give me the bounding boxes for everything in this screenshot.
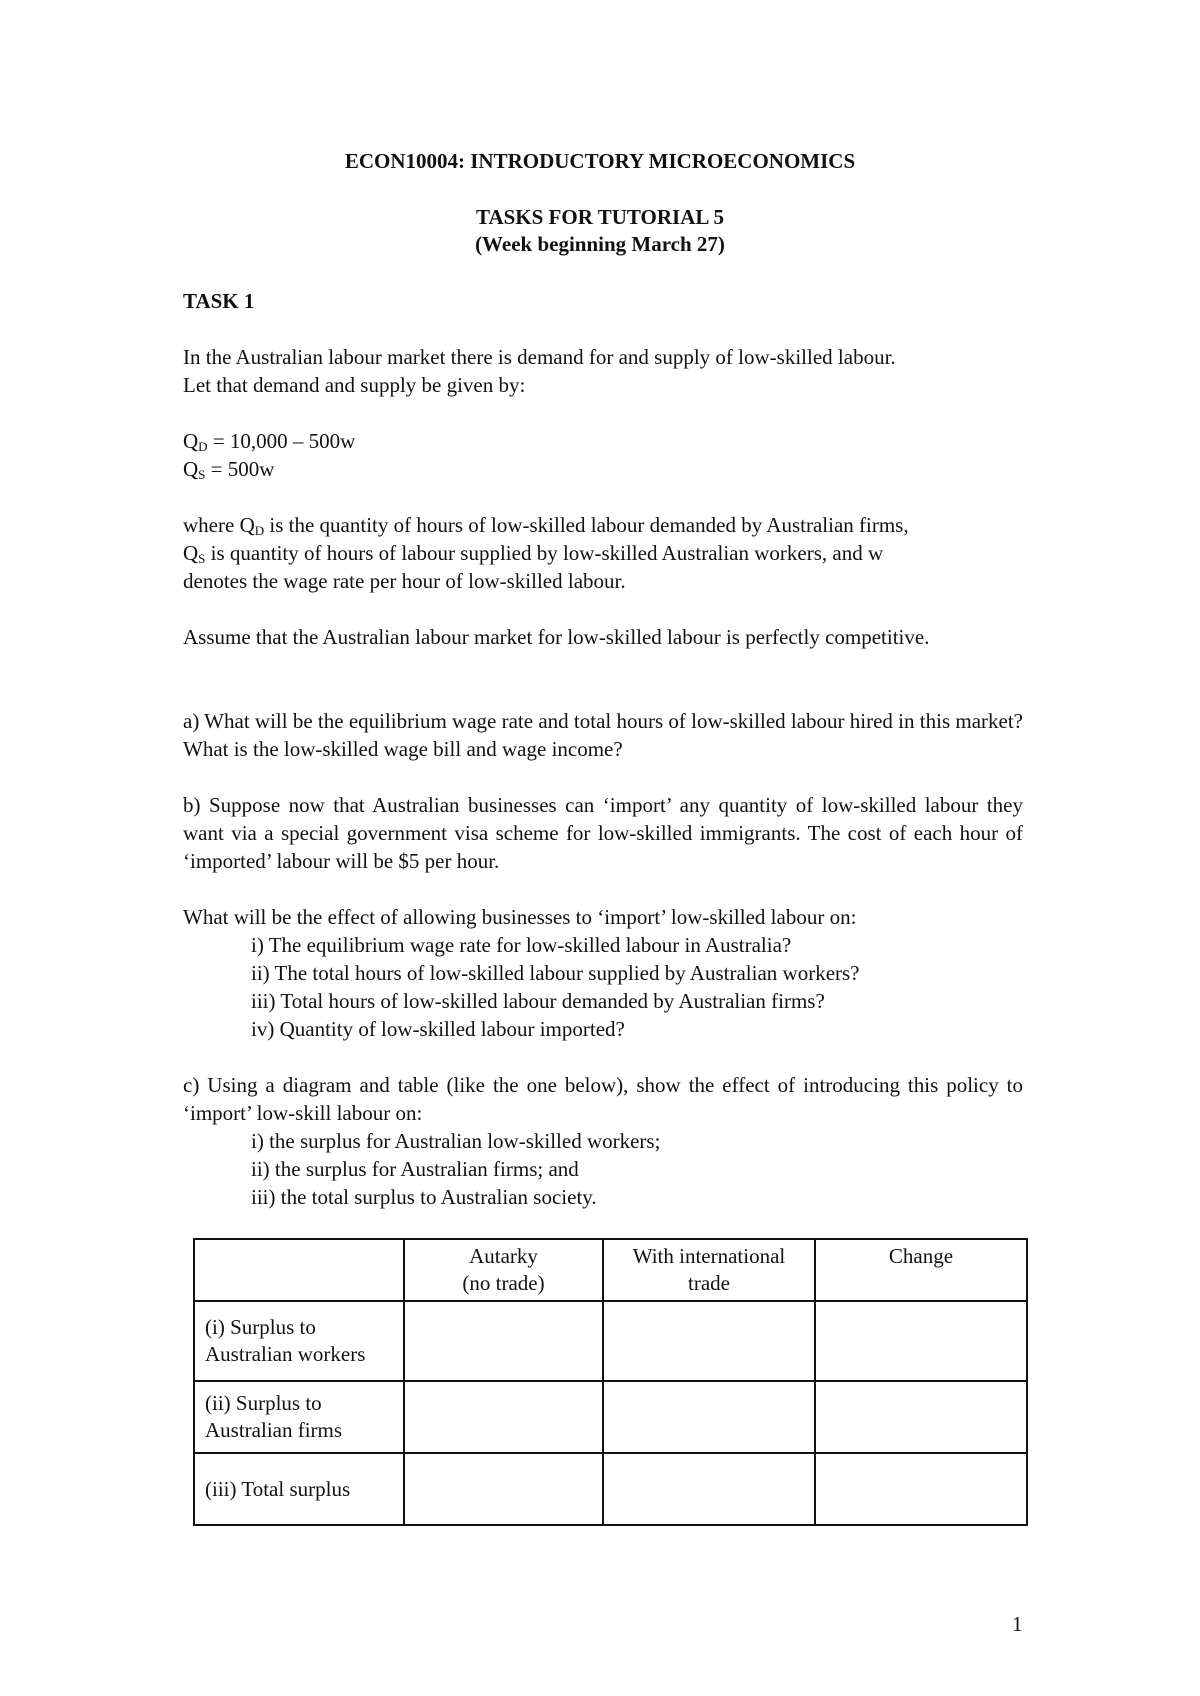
header-autarky: Autarky (no trade) bbox=[404, 1239, 603, 1301]
effect-intro: What will be the effect of allowing businesses to ‘import’ low-skilled labour on: bbox=[183, 905, 857, 929]
question-c-intro: c) Using a diagram and table (like the one below), show the effect of introducing this policy to ‘import’ low-skill labour on: bbox=[183, 1073, 1023, 1125]
c-item: ii) the surplus for Australian firms; and bbox=[251, 1157, 579, 1181]
course-title: ECON10004: INTRODUCTORY MICROECONOMICS bbox=[344, 149, 856, 173]
where-line-2: $Q_S$ is quantity of hours of labour supplied by low-skilled Australian workers, and w bbox=[183, 541, 884, 566]
where-paragraph bbox=[183, 511, 1023, 595]
question-a: a) What will be the equilibrium wage rate and total hours of low-skilled labour hired in this market? What is the low-skilled wage bill and wage income? bbox=[183, 709, 1023, 761]
row-label-workers: (i) Surplus to Australian workers bbox=[194, 1301, 404, 1381]
row-label-total: (iii) Total surplus bbox=[194, 1453, 404, 1525]
table-row bbox=[194, 1301, 1027, 1381]
table-row bbox=[194, 1453, 1027, 1525]
task-heading: TASK 1 bbox=[183, 289, 255, 313]
intro-line-1: In the Australian labour market there is demand for and supply of low-skilled labour. bbox=[183, 345, 896, 369]
table-cell bbox=[404, 1381, 603, 1453]
table-cell bbox=[404, 1301, 603, 1381]
effect-list bbox=[183, 903, 1023, 1043]
week-subtitle: (Week beginning March 27) bbox=[475, 232, 725, 256]
effect-item: iii) Total hours of low-skilled labour demanded by Australian firms? bbox=[251, 989, 825, 1013]
tutorial-title: TASKS FOR TUTORIAL 5 bbox=[476, 205, 724, 229]
question-c bbox=[183, 1071, 1023, 1211]
table-cell bbox=[815, 1453, 1027, 1525]
table-cell bbox=[815, 1381, 1027, 1453]
equations bbox=[183, 427, 1023, 483]
page-number: 1 bbox=[1012, 1612, 1023, 1636]
demand-equation: $Q_D = 10,000 - 500w$ bbox=[183, 429, 356, 454]
c-item: i) the surplus for Australian low-skilled workers; bbox=[251, 1129, 661, 1153]
table-cell bbox=[194, 1239, 404, 1301]
question-b: b) Suppose now that Australian businesses can ‘import’ any quantity of low-skilled labour they want via a special government visa scheme for low-skilled immigrants. The cost of each hour of ‘imported’ labour will be $5 per hour. bbox=[183, 793, 1023, 873]
table-row bbox=[194, 1381, 1027, 1453]
table-cell bbox=[815, 1301, 1027, 1381]
where-line-1: where $Q_D$ is the quantity of hours of low-skilled labour demanded by Australian firms, bbox=[183, 513, 909, 538]
intro-line-2: Let that demand and supply be given by: bbox=[183, 373, 526, 397]
table-cell bbox=[603, 1301, 815, 1381]
table-cell bbox=[603, 1381, 815, 1453]
surplus-table bbox=[193, 1238, 1028, 1526]
assume-paragraph: Assume that the Australian labour market for low-skilled labour is perfectly competitive. bbox=[183, 625, 930, 649]
table-cell bbox=[603, 1453, 815, 1525]
effect-item: iv) Quantity of low-skilled labour imported? bbox=[251, 1017, 625, 1041]
table-cell bbox=[404, 1453, 603, 1525]
header-international-trade: With international trade bbox=[603, 1239, 815, 1301]
row-label-firms: (ii) Surplus to Australian firms bbox=[194, 1381, 404, 1453]
header-change: Change bbox=[815, 1239, 1027, 1301]
intro-paragraph bbox=[183, 343, 1023, 399]
table-header-row bbox=[194, 1239, 1027, 1301]
effect-item: i) The equilibrium wage rate for low-skilled labour in Australia? bbox=[251, 933, 792, 957]
c-item: iii) the total surplus to Australian society. bbox=[251, 1185, 597, 1209]
effect-item: ii) The total hours of low-skilled labour supplied by Australian workers? bbox=[251, 961, 860, 985]
where-line-3: denotes the wage rate per hour of low-skilled labour. bbox=[183, 569, 626, 593]
supply-equation: $Q_S = 500w$ bbox=[183, 457, 275, 482]
